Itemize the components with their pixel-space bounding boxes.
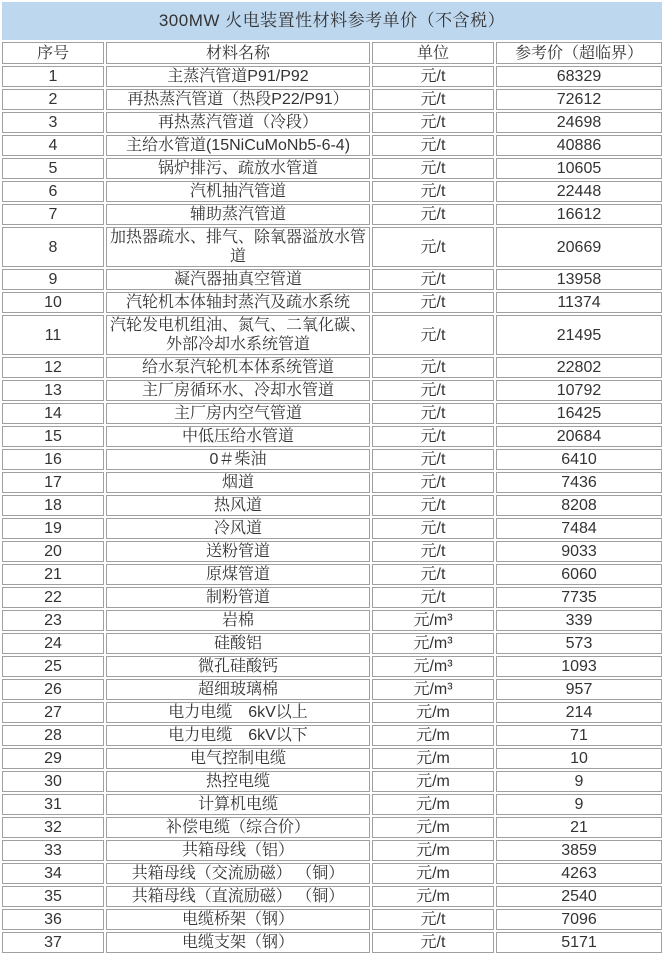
price-cell: 8208	[496, 495, 662, 516]
price-cell: 214	[496, 702, 662, 723]
serial-cell: 18	[2, 495, 104, 516]
table-row	[2, 204, 662, 225]
unit-cell: 元/t	[372, 518, 494, 539]
material-name-cell: 主给水管道(15NiCuMoNb5-6-4)	[106, 135, 370, 156]
price-cell: 21495	[496, 315, 662, 355]
page-title: 300MW 火电装置性材料参考单价（不含税）	[2, 2, 662, 40]
serial-cell: 10	[2, 292, 104, 313]
serial-cell: 37	[2, 932, 104, 953]
price-cell: 10605	[496, 158, 662, 179]
material-name-cell: 岩棉	[106, 610, 370, 631]
material-name-cell: 原煤管道	[106, 564, 370, 585]
table-row	[2, 449, 662, 470]
material-name-cell: 汽机抽汽管道	[106, 181, 370, 202]
serial-cell: 35	[2, 886, 104, 907]
serial-cell: 33	[2, 840, 104, 861]
serial-cell: 29	[2, 748, 104, 769]
table-row	[2, 403, 662, 424]
price-cell: 339	[496, 610, 662, 631]
table-row	[2, 158, 662, 179]
price-cell: 6410	[496, 449, 662, 470]
table-row	[2, 817, 662, 838]
table-row	[2, 932, 662, 953]
serial-cell: 30	[2, 771, 104, 792]
table-row	[2, 541, 662, 562]
material-name-cell: 送粉管道	[106, 541, 370, 562]
table-row	[2, 357, 662, 378]
serial-cell: 25	[2, 656, 104, 677]
table-row	[2, 909, 662, 930]
price-cell: 10	[496, 748, 662, 769]
price-cell: 9	[496, 794, 662, 815]
price-cell: 20669	[496, 227, 662, 267]
serial-cell: 13	[2, 380, 104, 401]
price-cell: 21	[496, 817, 662, 838]
price-cell: 2540	[496, 886, 662, 907]
material-name-cell: 冷风道	[106, 518, 370, 539]
serial-cell: 20	[2, 541, 104, 562]
material-name-cell: 给水泵汽轮机本体系统管道	[106, 357, 370, 378]
price-cell: 40886	[496, 135, 662, 156]
material-name-cell: 加热器疏水、排气、除氧器溢放水管道	[106, 227, 370, 267]
serial-cell: 21	[2, 564, 104, 585]
price-cell: 71	[496, 725, 662, 746]
price-cell: 957	[496, 679, 662, 700]
price-cell: 7096	[496, 909, 662, 930]
unit-cell: 元/m	[372, 748, 494, 769]
unit-cell: 元/t	[372, 315, 494, 355]
unit-cell: 元/t	[372, 204, 494, 225]
table-row	[2, 315, 662, 355]
price-cell: 13958	[496, 269, 662, 290]
table-row	[2, 679, 662, 700]
unit-cell: 元/m³	[372, 656, 494, 677]
table-row	[2, 426, 662, 447]
material-name-cell: 辅助蒸汽管道	[106, 204, 370, 225]
serial-cell: 19	[2, 518, 104, 539]
material-name-cell: 电气控制电缆	[106, 748, 370, 769]
table-row	[2, 112, 662, 133]
price-cell: 22448	[496, 181, 662, 202]
unit-cell: 元/m	[372, 725, 494, 746]
table-row	[2, 135, 662, 156]
table-row	[2, 495, 662, 516]
unit-cell: 元/t	[372, 380, 494, 401]
table-row	[2, 292, 662, 313]
material-name-cell: 0＃柴油	[106, 449, 370, 470]
unit-cell: 元/t	[372, 564, 494, 585]
material-name-cell: 制粉管道	[106, 587, 370, 608]
unit-cell: 元/m	[372, 817, 494, 838]
unit-cell: 元/t	[372, 541, 494, 562]
table-row	[2, 564, 662, 585]
table-row	[2, 181, 662, 202]
serial-cell: 23	[2, 610, 104, 631]
table-row	[2, 269, 662, 290]
price-cell: 16425	[496, 403, 662, 424]
serial-cell: 1	[2, 66, 104, 87]
unit-cell: 元/m³	[372, 679, 494, 700]
unit-cell: 元/t	[372, 292, 494, 313]
unit-cell: 元/t	[372, 909, 494, 930]
price-cell: 16612	[496, 204, 662, 225]
material-name-cell: 热控电缆	[106, 771, 370, 792]
unit-cell: 元/m	[372, 794, 494, 815]
serial-cell: 22	[2, 587, 104, 608]
material-name-cell: 共箱母线（交流励磁） （铜）	[106, 863, 370, 884]
material-name-cell: 超细玻璃棉	[106, 679, 370, 700]
table-row	[2, 840, 662, 861]
table-row	[2, 863, 662, 884]
unit-cell: 元/t	[372, 449, 494, 470]
material-name-cell: 锅炉排污、疏放水管道	[106, 158, 370, 179]
unit-cell: 元/t	[372, 158, 494, 179]
unit-cell: 元/t	[372, 495, 494, 516]
unit-cell: 元/t	[372, 426, 494, 447]
serial-cell: 7	[2, 204, 104, 225]
material-name-cell: 汽轮发电机组油、氮气、二氧化碳、外部冷却水系统管道	[106, 315, 370, 355]
unit-cell: 元/t	[372, 357, 494, 378]
price-cell: 10792	[496, 380, 662, 401]
table-row	[2, 794, 662, 815]
unit-cell: 元/t	[372, 472, 494, 493]
column-header-reference-price: 参考价（超临界）	[496, 42, 662, 64]
unit-cell: 元/t	[372, 403, 494, 424]
price-cell: 11374	[496, 292, 662, 313]
serial-cell: 16	[2, 449, 104, 470]
serial-cell: 24	[2, 633, 104, 654]
serial-cell: 15	[2, 426, 104, 447]
column-header-material-name: 材料名称	[106, 42, 370, 64]
table-row	[2, 656, 662, 677]
table-row	[2, 66, 662, 87]
material-name-cell: 热风道	[106, 495, 370, 516]
table-row	[2, 771, 662, 792]
table-row	[2, 702, 662, 723]
header-row	[2, 42, 662, 64]
serial-cell: 31	[2, 794, 104, 815]
table-row	[2, 518, 662, 539]
column-header-serial: 序号	[2, 42, 104, 64]
table-row	[2, 472, 662, 493]
serial-cell: 36	[2, 909, 104, 930]
unit-cell: 元/t	[372, 181, 494, 202]
table-row	[2, 610, 662, 631]
unit-cell: 元/m³	[372, 610, 494, 631]
serial-cell: 2	[2, 89, 104, 110]
price-cell: 9	[496, 771, 662, 792]
table-row	[2, 633, 662, 654]
price-cell: 9033	[496, 541, 662, 562]
price-cell: 7735	[496, 587, 662, 608]
serial-cell: 5	[2, 158, 104, 179]
serial-cell: 12	[2, 357, 104, 378]
material-name-cell: 电缆桥架（钢）	[106, 909, 370, 930]
unit-cell: 元/t	[372, 227, 494, 267]
material-name-cell: 再热蒸汽管道（冷段）	[106, 112, 370, 133]
table-row	[2, 380, 662, 401]
unit-cell: 元/t	[372, 932, 494, 953]
unit-cell: 元/t	[372, 66, 494, 87]
serial-cell: 32	[2, 817, 104, 838]
material-name-cell: 共箱母线（直流励磁） （铜）	[106, 886, 370, 907]
material-name-cell: 再热蒸汽管道（热段P22/P91）	[106, 89, 370, 110]
serial-cell: 4	[2, 135, 104, 156]
serial-cell: 17	[2, 472, 104, 493]
unit-cell: 元/m	[372, 886, 494, 907]
price-cell: 24698	[496, 112, 662, 133]
unit-cell: 元/t	[372, 112, 494, 133]
material-name-cell: 凝汽器抽真空管道	[106, 269, 370, 290]
table-row	[2, 748, 662, 769]
price-cell: 22802	[496, 357, 662, 378]
material-name-cell: 中低压给水管道	[106, 426, 370, 447]
serial-cell: 28	[2, 725, 104, 746]
price-table	[0, 40, 664, 955]
unit-cell: 元/t	[372, 587, 494, 608]
unit-cell: 元/t	[372, 269, 494, 290]
serial-cell: 11	[2, 315, 104, 355]
column-header-unit: 单位	[372, 42, 494, 64]
table-row	[2, 587, 662, 608]
serial-cell: 3	[2, 112, 104, 133]
price-cell: 7436	[496, 472, 662, 493]
unit-cell: 元/t	[372, 89, 494, 110]
price-cell: 7484	[496, 518, 662, 539]
serial-cell: 9	[2, 269, 104, 290]
unit-cell: 元/m	[372, 863, 494, 884]
table-header	[2, 42, 662, 64]
material-name-cell: 主厂房循环水、冷却水管道	[106, 380, 370, 401]
material-name-cell: 微孔硅酸钙	[106, 656, 370, 677]
price-cell: 3859	[496, 840, 662, 861]
material-name-cell: 主蒸汽管道P91/P92	[106, 66, 370, 87]
material-name-cell: 烟道	[106, 472, 370, 493]
serial-cell: 6	[2, 181, 104, 202]
material-name-cell: 电力电缆 6kV以下	[106, 725, 370, 746]
material-name-cell: 汽轮机本体轴封蒸汽及疏水系统	[106, 292, 370, 313]
unit-cell: 元/m	[372, 771, 494, 792]
unit-cell: 元/m	[372, 702, 494, 723]
unit-cell: 元/t	[372, 135, 494, 156]
price-cell: 72612	[496, 89, 662, 110]
material-name-cell: 主厂房内空气管道	[106, 403, 370, 424]
serial-cell: 26	[2, 679, 104, 700]
price-cell: 68329	[496, 66, 662, 87]
material-name-cell: 计算机电缆	[106, 794, 370, 815]
material-name-cell: 硅酸铝	[106, 633, 370, 654]
price-cell: 573	[496, 633, 662, 654]
serial-cell: 14	[2, 403, 104, 424]
table-row	[2, 89, 662, 110]
serial-cell: 34	[2, 863, 104, 884]
material-name-cell: 电力电缆 6kV以上	[106, 702, 370, 723]
unit-cell: 元/m	[372, 840, 494, 861]
unit-cell: 元/m³	[372, 633, 494, 654]
material-name-cell: 电缆支架（钢）	[106, 932, 370, 953]
price-cell: 20684	[496, 426, 662, 447]
serial-cell: 27	[2, 702, 104, 723]
table-row	[2, 725, 662, 746]
price-cell: 1093	[496, 656, 662, 677]
table-body	[2, 66, 662, 953]
table-row	[2, 886, 662, 907]
price-cell: 4263	[496, 863, 662, 884]
serial-cell: 8	[2, 227, 104, 267]
material-name-cell: 补偿电缆（综合价）	[106, 817, 370, 838]
material-name-cell: 共箱母线（铝）	[106, 840, 370, 861]
table-row	[2, 227, 662, 267]
price-cell: 5171	[496, 932, 662, 953]
price-cell: 6060	[496, 564, 662, 585]
